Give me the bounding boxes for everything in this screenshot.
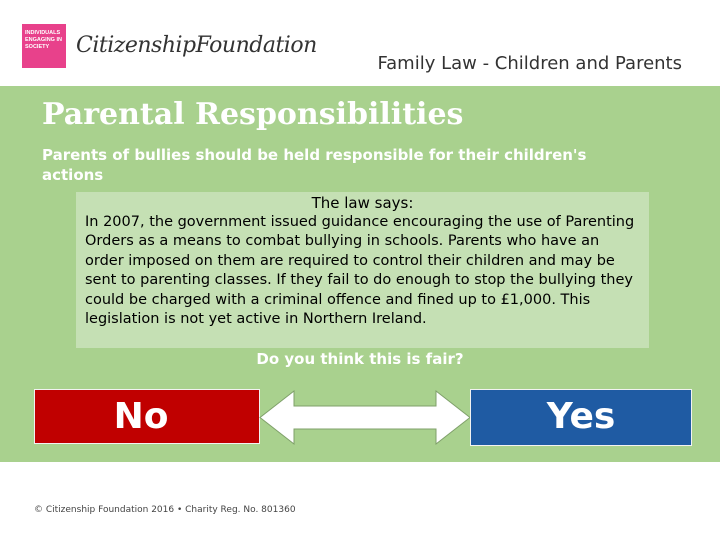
- no-button[interactable]: [34, 389, 260, 444]
- header-title: Family Law - Children and Parents: [377, 53, 682, 74]
- law-text: In 2007, the government issued guidance encouraging the use of Parenting Orders as a means to combat bullying in schools. Parents who have an order imposed on them are required to control their children and may be sent to parenting classes. If they fail to do enough to stop the bullying they could be charged with a criminal offence and fined up to £1,000. This legislation is not yet active in Northern Ireland.: [85, 214, 635, 328]
- double-arrow-icon: [258, 389, 472, 446]
- law-box: [76, 192, 649, 348]
- logo-badge: [22, 24, 66, 68]
- law-heading: The law says:: [311, 194, 414, 212]
- logo-badge-text: INDIVIDUALS ENGAGING IN SOCIETY: [25, 30, 62, 50]
- question: Do you think this is fair?: [256, 350, 464, 368]
- yes-label: Yes: [546, 396, 616, 437]
- logo-wordmark: CitizenshipFoundation: [76, 33, 317, 58]
- slide-title: Parental Responsibilities: [42, 97, 464, 132]
- no-label: No: [113, 396, 169, 437]
- yes-button[interactable]: [470, 389, 692, 446]
- footer-copyright: © Citizenship Foundation 2016 • Charity Reg. No. 801360: [34, 505, 296, 515]
- statement: Parents of bullies should be held responsible for their children's actions: [42, 146, 587, 184]
